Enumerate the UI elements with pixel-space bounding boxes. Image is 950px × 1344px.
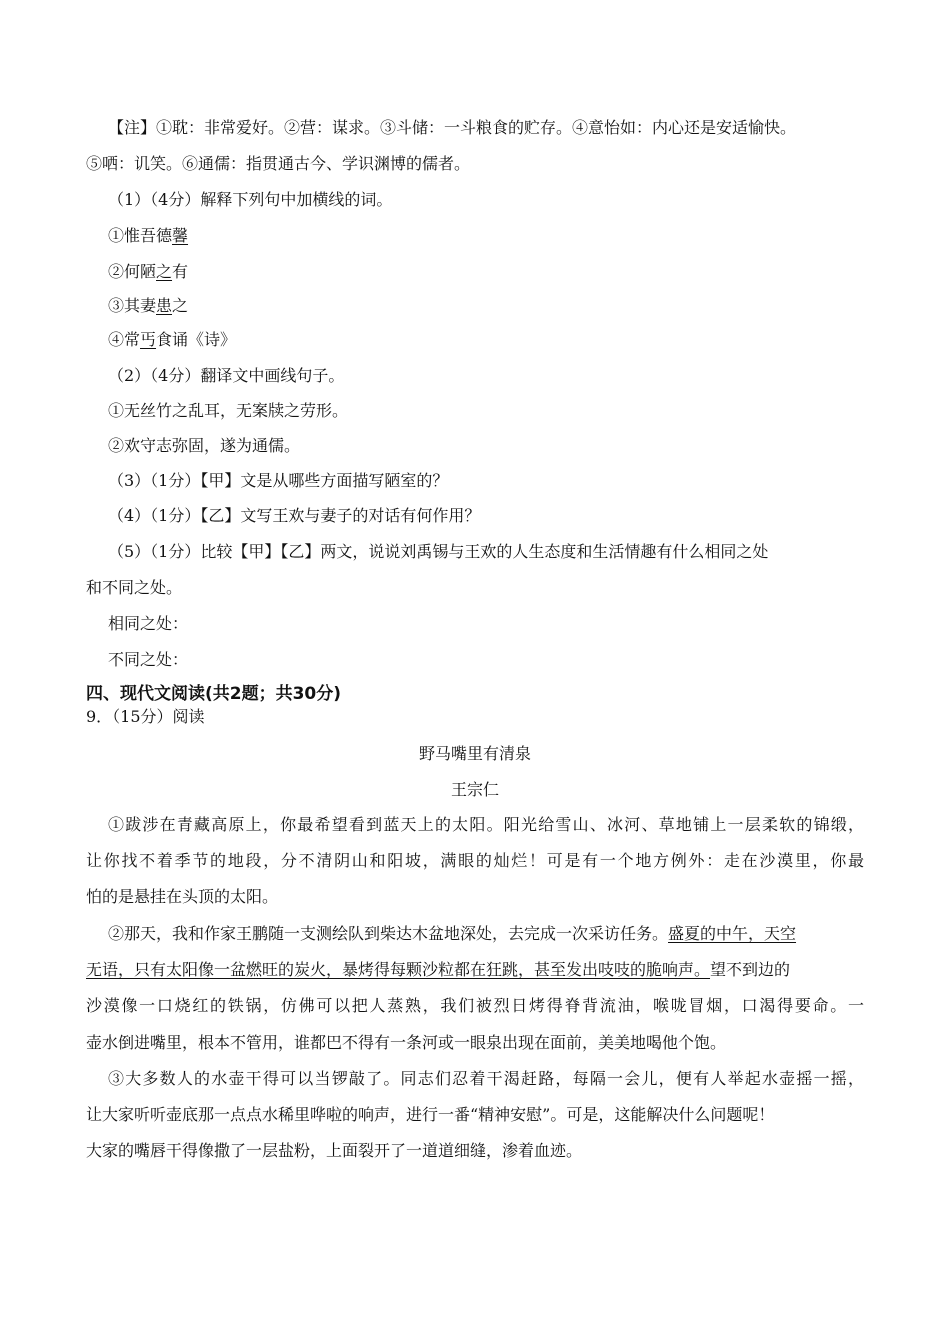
q5-same-label: 相同之处： [108, 614, 189, 633]
q2-stem: （2）（4分）翻译文中画线句子。 [108, 366, 345, 385]
p2-line-1: ②那天，我和作家王鹏随一支测绘队到柴达木盆地深处，去完成一次采访任务。盛夏的中午，天空 [108, 924, 797, 943]
p2-line-3: 沙漠像一口烧红的铁锅，仿佛可以把人蒸熟，我们被烈日烤得脊背流油，喉咙冒烟，口渴得要命。一 [86, 996, 864, 1015]
p2-line-2: 无语，只有太阳像一盆燃旺的炭火，暴烤得每颗沙粒都在狂跳，甚至发出吱吱的脆响声。望不到边的 [86, 960, 791, 979]
note-line-1: 【注】①耽：非常爱好。②营：谋求。③斗储：一斗粮食的贮存。④意怡如：内心还是安适愉快。 [108, 118, 797, 137]
article-title: 野马嘴里有清泉 [418, 744, 531, 763]
q1-item-1: ①惟吾德馨 [108, 226, 189, 245]
q1-stem: （1）（4分）解释下列句中加横线的词。 [108, 190, 393, 209]
p1-line-2: 让你找不着季节的地段，分不清阴山和阳坡，满眼的灿烂！可是有一个地方例外：走在沙漠里，你最 [86, 851, 864, 870]
q2-item-1: ①无丝竹之乱耳，无案牍之劳形。 [108, 401, 349, 420]
q1-item-3: ③其妻患之 [108, 296, 189, 315]
note-line-2: ⑤哂：讥笑。⑥通儒：指贯通古今、学识渊博的儒者。 [86, 154, 471, 173]
q5-diff-label: 不同之处： [108, 650, 189, 669]
section-heading: 四、现代文阅读(共2题；共30分) [86, 684, 342, 704]
q2-item-2: ②欢守志弥固，遂为通儒。 [108, 436, 301, 455]
q4-text: （4）（1分）【乙】文写王欢与妻子的对话有何作用？ [108, 506, 481, 525]
q1-item-4: ④常丐食诵《诗》 [108, 330, 237, 349]
p1-line-1: ①跋涉在青藏高原上，你最希望看到蓝天上的太阳。阳光给雪山、冰河、草地铺上一层柔软的锦缎， [108, 815, 864, 834]
p2-line-4: 壶水倒进嘴里，根本不管用，谁都巴不得有一条河或一眼泉出现在面前，美美地喝他个饱。 [86, 1033, 727, 1052]
q1-item-2: ②何陋之有 [108, 262, 189, 281]
article-author: 王宗仁 [450, 780, 499, 799]
p1-line-3: 怕的是悬挂在头顶的太阳。 [86, 887, 279, 906]
p3-line-2: 让大家听听壶底那一点点水稀里哗啦的响声，进行一番“精神安慰”。可是，这能解决什么问题呢！ [86, 1105, 775, 1124]
p3-line-3: 大家的嘴唇干得像撒了一层盐粉，上面裂开了一道道细缝，渗着血迹。 [86, 1141, 583, 1160]
p3-line-1: ③大多数人的水壶干得可以当锣敲了。同志们忍着干渴赶路，每隔一会儿，便有人举起水壶摇一摇， [108, 1069, 864, 1088]
q3-text: （3）（1分）【甲】文是从哪些方面描写陋室的？ [108, 471, 449, 490]
q5-line-1: （5）（1分）比较【甲】【乙】两文，说说刘禹锡与王欢的人生态度和生活情趣有什么相同之处 [108, 542, 769, 561]
q5-line-2: 和不同之处。 [86, 578, 183, 597]
question-9-stem: 9．（15分）阅读 [86, 707, 205, 726]
